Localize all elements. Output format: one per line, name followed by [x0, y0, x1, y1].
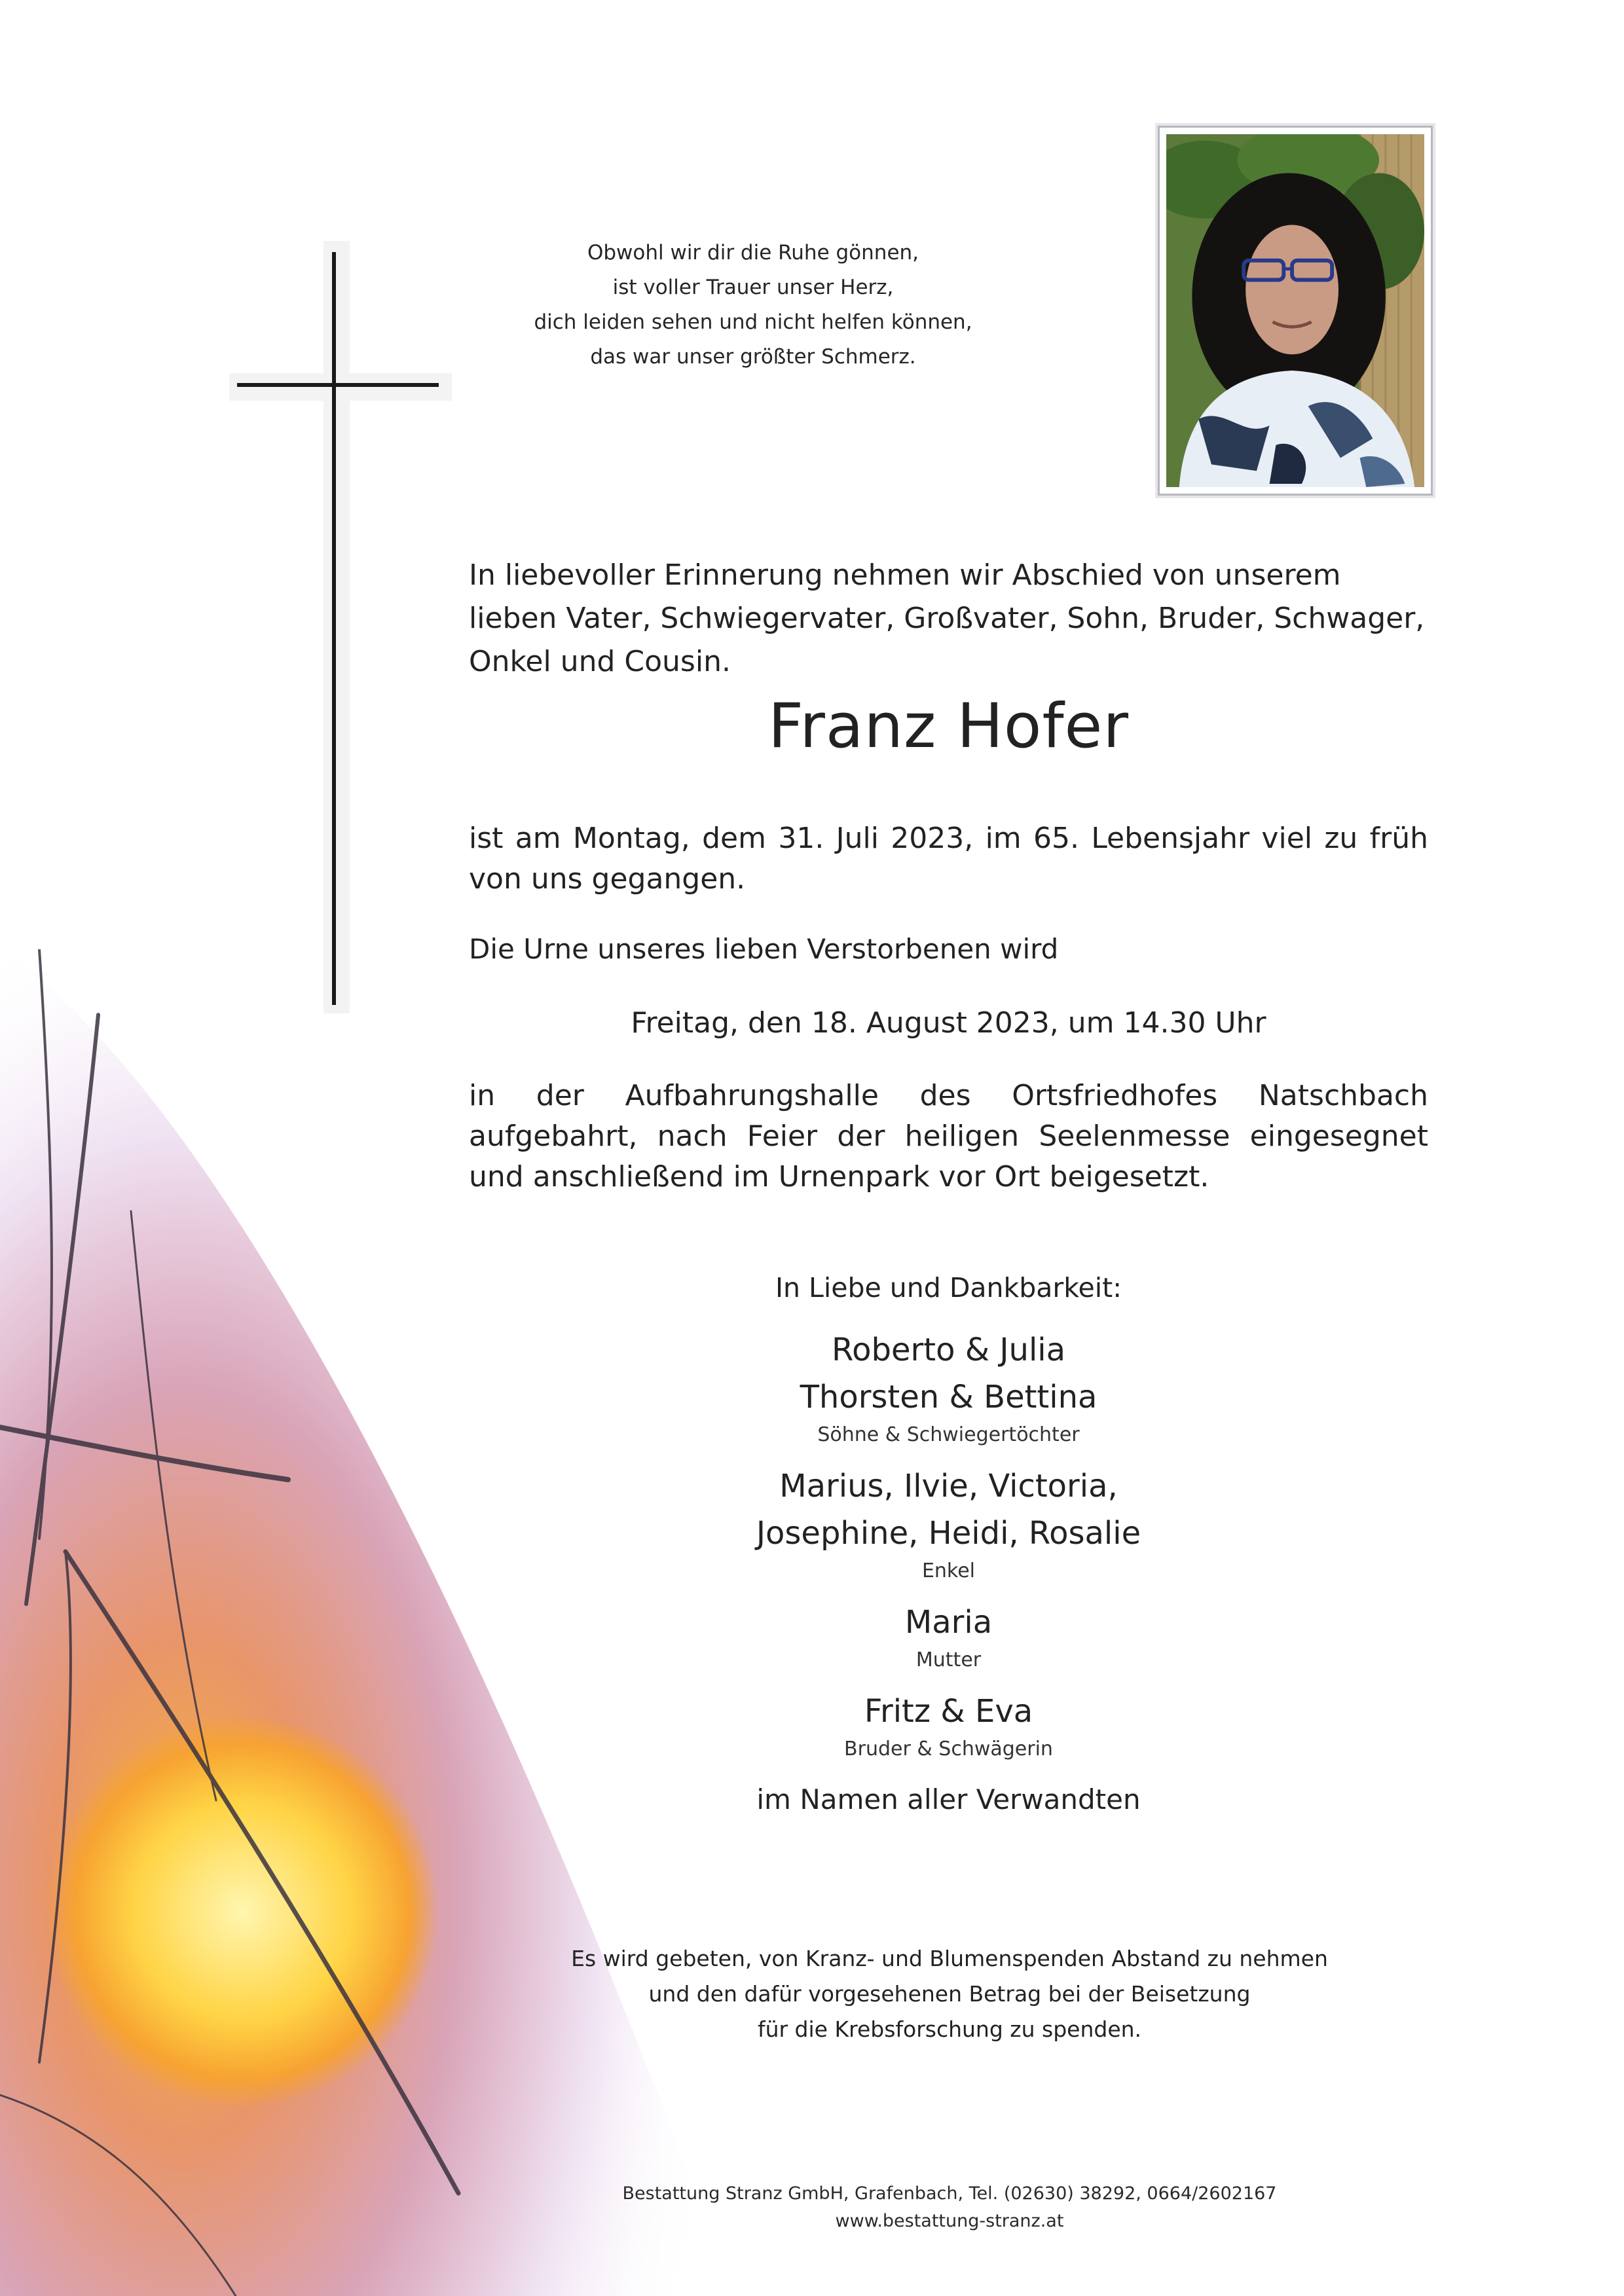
family-section — [469, 1267, 1428, 1820]
poem-line: das war unser größter Schmerz. — [590, 345, 916, 369]
footer — [498, 2180, 1401, 2235]
family-group — [469, 1326, 1428, 1449]
poem-line: ist voller Trauer unser Herz, — [612, 276, 894, 299]
urn-intro: Die Urne unseres lieben Verstorbenen wird — [469, 933, 1059, 965]
family-names: Marius, Ilvie, Victoria, — [779, 1468, 1118, 1504]
relatives-line: im Namen aller Verwandten — [756, 1783, 1141, 1815]
thanks-heading: In Liebe und Dankbarkeit: — [775, 1272, 1122, 1303]
donation-note — [498, 1941, 1401, 2047]
family-role: Bruder & Schwägerin — [844, 1738, 1053, 1760]
website-link[interactable]: www.bestattung-stranz.at — [835, 2211, 1064, 2231]
family-group — [469, 1688, 1428, 1764]
donation-note-line: Es wird gebeten, von Kranz- und Blumenspenden Abstand zu nehmen — [571, 1946, 1328, 1971]
family-names: Josephine, Heidi, Rosalie — [756, 1515, 1141, 1552]
funeral-company: Bestattung Stranz GmbH, Grafenbach, Tel. (02630) 38292, 0664/2602167 — [622, 2183, 1277, 2204]
family-group — [469, 1599, 1428, 1675]
cross-icon-bar — [237, 383, 439, 387]
donation-note-line: und den dafür vorgesehenen Betrag bei der Beisetzung — [648, 1981, 1251, 2007]
family-role: Enkel — [921, 1559, 976, 1582]
family-role: Mutter — [915, 1649, 982, 1671]
ceremony-place: in der Aufbahrungshalle des Ortsfriedhofes Natschbach aufgebahrt, nach Feier der heiligen Seelenmesse eingesegnet und anschließend im Urnenpark vor Ort beigesetzt. — [469, 1079, 1428, 1194]
cross-shadow — [323, 241, 350, 1013]
family-names: Fritz & Eva — [864, 1693, 1033, 1730]
family-group — [469, 1463, 1428, 1586]
cross-shadow — [229, 373, 452, 401]
family-names: Thorsten & Bettina — [800, 1379, 1098, 1415]
death-notice: ist am Montag, dem 31. Juli 2023, im 65. Lebensjahr viel zu früh von uns gegangen. — [469, 822, 1428, 896]
family-names: Maria — [904, 1604, 993, 1641]
family-role: Söhne & Schwiegertöchter — [817, 1423, 1080, 1446]
donation-note-line: für die Krebsforschung zu spenden. — [757, 2016, 1142, 2042]
poem — [458, 236, 1048, 374]
poem-line: dich leiden sehen und nicht helfen können, — [534, 310, 972, 334]
intro-text: In liebevoller Erinnerung nehmen wir Abschied von unserem lieben Vater, Schwiegervater, Großvater, Sohn, Bruder, Schwager, Onkel und Cousin. — [469, 558, 1425, 678]
deceased-name: Franz Hofer — [767, 691, 1130, 762]
family-names: Roberto & Julia — [831, 1332, 1066, 1368]
ceremony-date: Freitag, den 18. August 2023, um 14.30 Uhr — [631, 1006, 1266, 1040]
poem-line: Obwohl wir dir die Ruhe gönnen, — [587, 241, 919, 264]
cross-icon — [332, 252, 336, 1005]
portrait-photo — [1158, 126, 1433, 496]
